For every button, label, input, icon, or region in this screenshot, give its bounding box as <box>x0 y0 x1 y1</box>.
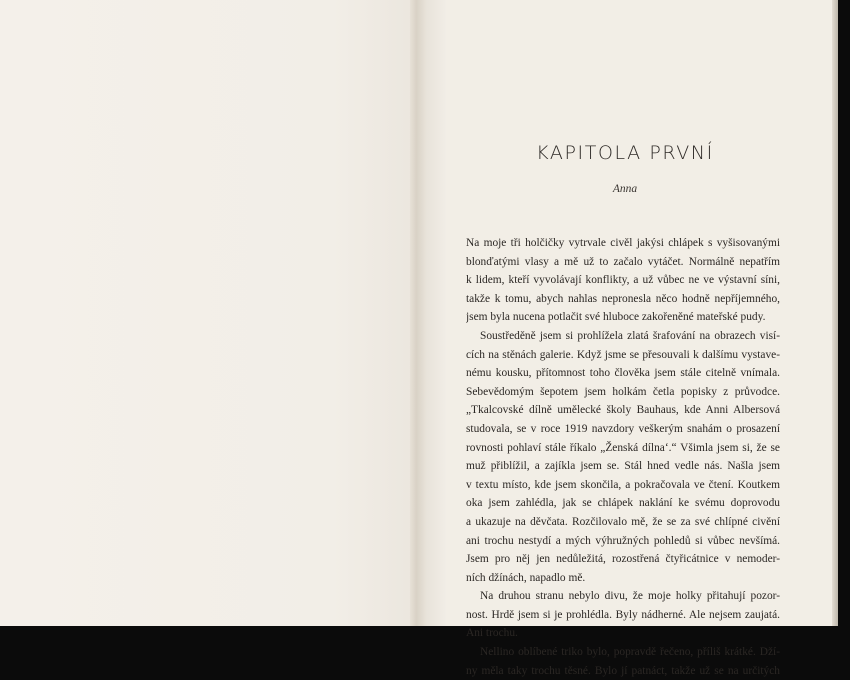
text-line: Na druhou stranu nebylo divu, že moje holky přitahují pozor- <box>480 590 780 603</box>
text-line: muž přiblížil, a zajíkla jsem se. Stál hned vedle nás. Našla jsem <box>466 460 780 473</box>
text-line: nému kousku, přítomnost toho člověka jsem stále citelně vnímala. <box>466 367 780 380</box>
text-line: ny měla taky trochu těsné. Bylo jí patnáct, takže už se na určitých <box>466 664 780 677</box>
text-line: v textu místo, kde jsem skončila, a pokračovala ve čtení. Koutkem <box>466 478 780 491</box>
text-line: Nellino oblíbené triko bylo, popravdě řečeno, příliš krátké. Dží- <box>480 646 780 659</box>
text-line: Na moje tři holčičky vytrvale civěl jakýsi chlápek s vyšisovanými <box>466 237 780 249</box>
text-line: Ani trochu. <box>466 627 518 640</box>
text-line: ních džínách, napadlo mě. <box>466 571 586 584</box>
text-line: a ukazuje na děvčata. Rozčilovalo mě, že se za své chlípné civění <box>466 515 780 528</box>
text-line: studovala, se v roce 1919 navzdory veškerým snahám o prosazení <box>466 422 780 435</box>
text-line: cích na stěnách galerie. Když jsme se přesouvali k dalšímu vystave- <box>466 348 780 361</box>
page-edge <box>832 0 838 626</box>
chapter-subtitle: Anna <box>612 183 638 195</box>
chapter-title: KAPITOLA PRVNÍ <box>536 142 714 164</box>
text-line: Jsem pro něj jen nedůležitá, rozostřená čtyřicátnice v nemoder- <box>466 553 780 566</box>
text-line: takže k tomu, abych nahlas nepronesla něco hodně nepříjemného, <box>466 292 780 305</box>
text-line: Soustředěně jsem si prohlížela zlatá šrafování na obrazech visí- <box>480 329 780 342</box>
text-line: blonďatými vlasy a mě už to začalo vytáčet. Normálně nepatřím <box>466 255 780 268</box>
text-line: jsem byla nucena potlačit své hluboce zakořeněné mateřské pudy. <box>466 311 766 324</box>
text-line: oka jsem zahlédla, jak se chlápek naklání ke svému doprovodu <box>466 497 780 510</box>
text-line: „Tkalcovské dílně umělecké školy Bauhaus, kde Anni Albersová <box>466 404 780 417</box>
body-text <box>466 234 780 680</box>
text-line: rovnosti pohlaví stále říkalo „Ženská dílna‘.“ Všimla jsem si, že se <box>466 441 780 454</box>
left-page-blank <box>0 0 416 626</box>
book-gutter <box>410 0 446 626</box>
text-line: ani trochu nestydí a mých výhružných pohledů si vůbec nevšímá. <box>466 534 780 547</box>
text-line: k lidem, kteří vyvolávají konflikty, a už vůbec ne ve výstavní síni, <box>466 274 780 287</box>
text-line: Sebevědomým šepotem jsem holkám četla popisky z průvodce. <box>466 385 780 398</box>
text-line: nost. Hrdě jsem si je prohlédla. Byly nádherné. Ale nejsem zaujatá. <box>466 608 780 621</box>
